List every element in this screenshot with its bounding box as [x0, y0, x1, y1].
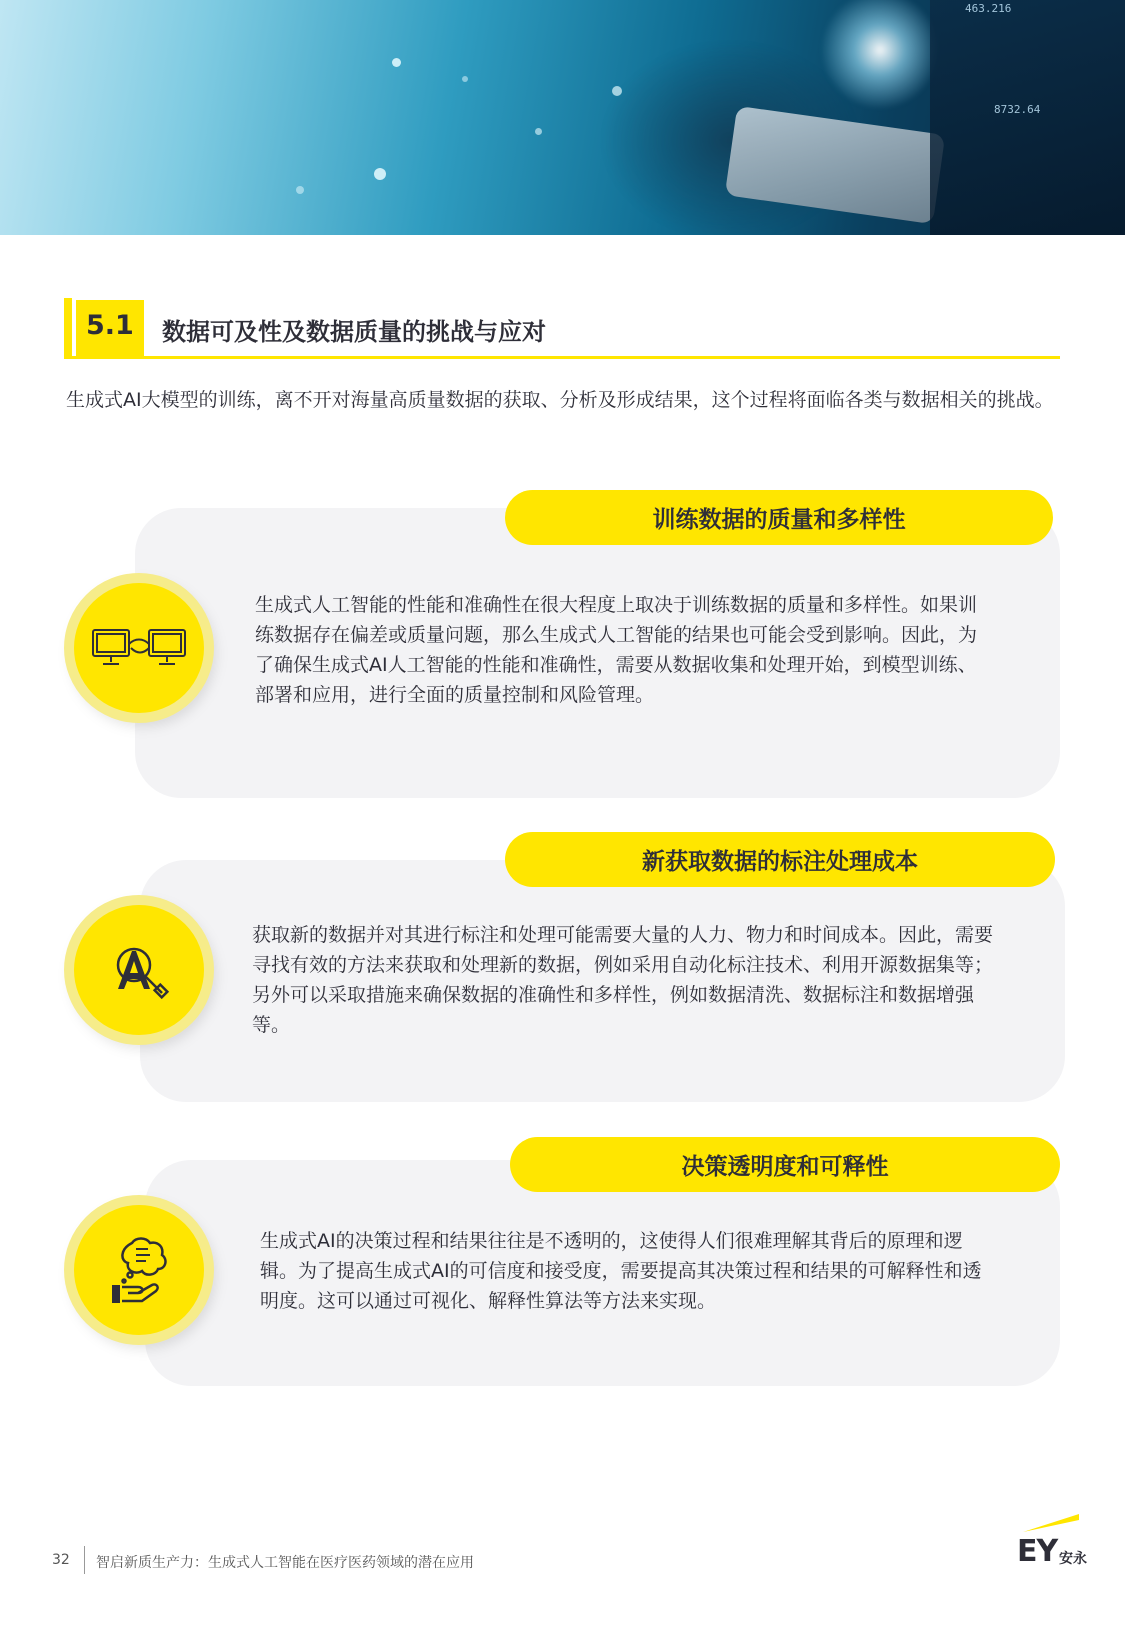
section-number: 5.1: [86, 310, 134, 341]
footer-divider: [84, 1546, 85, 1574]
ey-logo: [1015, 1512, 1115, 1572]
section-accent-bar: [64, 298, 72, 358]
footer-document-title: 智启新质生产力：生成式人工智能在医疗医药领域的潜在应用: [96, 1555, 474, 1571]
ey-logo-beam-icon: [1023, 1512, 1083, 1534]
section-title: 数据可及性及数据质量的挑战与应对: [162, 318, 546, 346]
card-2-title: 新获取数据的标注处理成本: [505, 832, 1055, 887]
section-intro: 生成式AI大模型的训练，离不开对海量高质量数据的获取、分析及形成结果，这个过程将面临各类与数据相关的挑战。: [66, 389, 1054, 411]
card-1-body: 生成式人工智能的性能和准确性在很大程度上取决于训练数据的质量和多样性。如果训练数据存在偏差或质量问题，那么生成式人工智能的结果也可能会受到影响。因此，为了确保生成式AI人工智能的性能和准确性，需要从数据收集和处理开始，到模型训练、部署和应用，进行全面的质量控制和风险管理。: [255, 594, 978, 706]
card-2-body: 获取新的数据并对其进行标注和处理可能需要大量的人力、物力和时间成本。因此，需要寻找有效的方法来获取和处理新的数据，例如采用自动化标注技术、利用开源数据集等；另外可以采取措施来确保数据的准确性和多样性，例如数据清洗、数据标注和数据增强等。: [252, 924, 994, 1036]
card-1-icon-badge: [64, 573, 214, 723]
page-number: 32: [52, 1552, 70, 1568]
hand-thought-bubble-icon: [108, 1237, 170, 1303]
hero-banner-image: [0, 0, 1125, 235]
hero-readout-1: 463.216: [965, 2, 1012, 15]
section-underline: [64, 356, 1060, 359]
data-transfer-computers-icon: [91, 626, 187, 670]
card-3-icon-badge: [64, 1195, 214, 1345]
card-3-body: 生成式AI的决策过程和结果往往是不透明的，这使得人们很难理解其背后的原理和逻辑。为了提高生成式AI的可信度和接受度，需要提高其决策过程和结果的可解释性和透明度。这可以通过可视化、解释性算法等方法来实现。: [260, 1230, 982, 1312]
annotation-search-icon: [106, 939, 172, 1001]
ey-logo-text: EY: [1017, 1534, 1058, 1569]
card-2-icon-badge: [64, 895, 214, 1045]
section-heading: [64, 298, 1060, 360]
card-1-title: 训练数据的质量和多样性: [505, 490, 1053, 545]
card-3-title: 决策透明度和可释性: [510, 1137, 1060, 1192]
hero-readout-2: 8732.64: [994, 103, 1041, 116]
ey-logo-chinese: 安永: [1059, 1551, 1087, 1567]
